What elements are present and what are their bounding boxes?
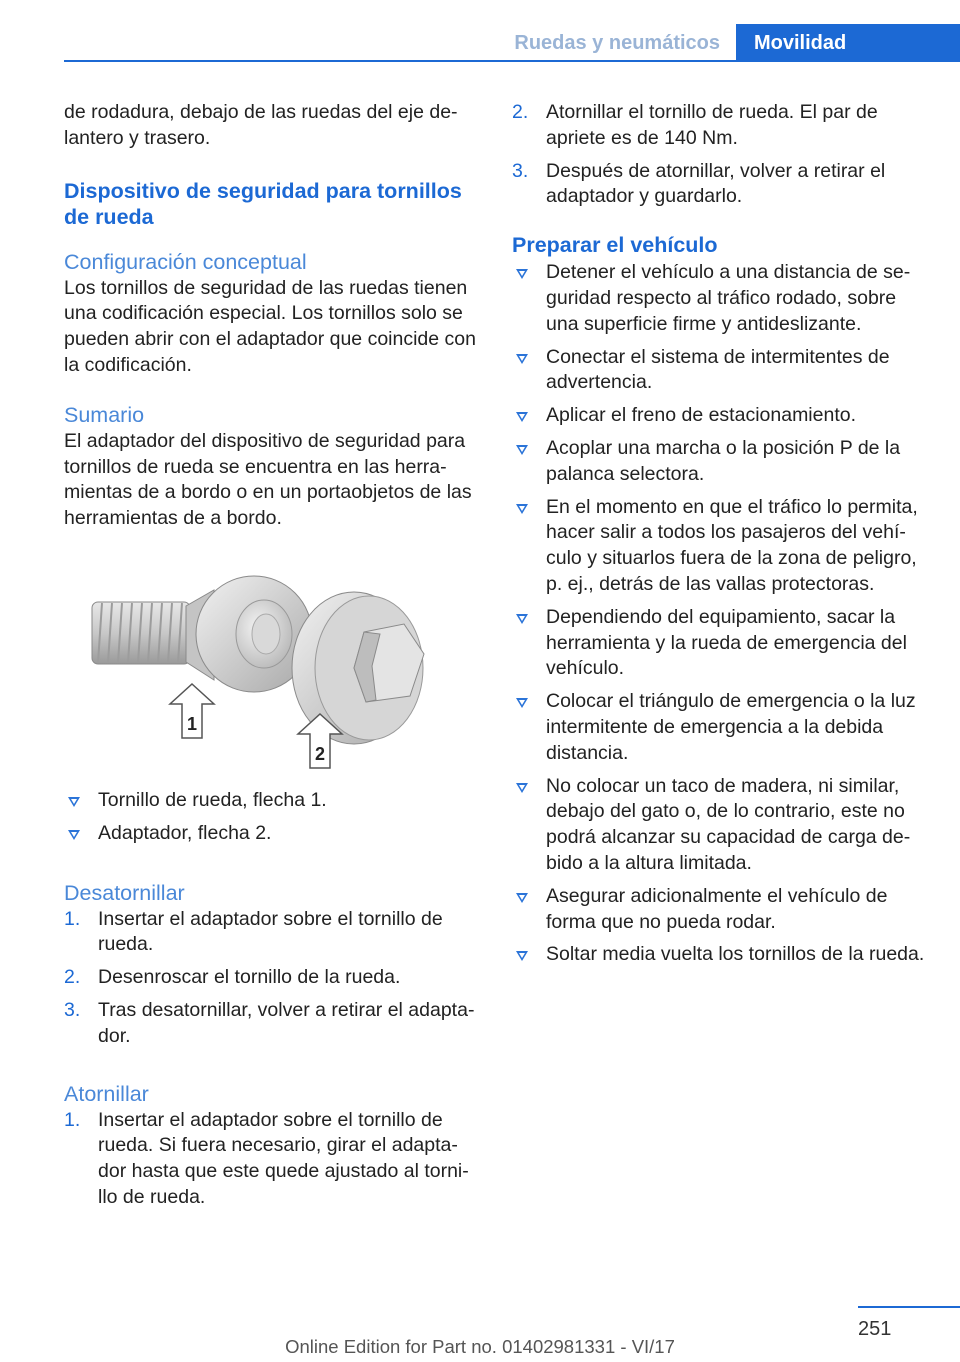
list-item: Detener el vehículo a una distancia de se‐guridad respecto al tráfico rodado, sobre una superficie firme y antideslizante.: [512, 260, 928, 337]
bullet-triangle-icon: [68, 830, 80, 840]
list-item: Tornillo de rueda, flecha 1.: [64, 788, 480, 814]
list-item: 1. Insertar el adaptador sobre el tornillo de rueda. Si fuera necesario, girar el adapta‐dor hasta que este quede ajustado al torni‐llo de rueda.: [64, 1108, 469, 1208]
heading-summary: Sumario: [64, 402, 145, 427]
figure-legend: [64, 788, 480, 847]
list-item: 2. Desenroscar el tornillo de la rueda.: [64, 966, 401, 989]
list-item: Dependiendo del equipamiento, sacar la herramienta y la rueda de emergencia del vehículo.: [512, 605, 928, 682]
arrow-label-1: 1: [186, 713, 198, 734]
edition-note: Online Edition for Part no. 01402981331 - VI/17: [285, 1336, 675, 1357]
bullet-triangle-icon: [516, 698, 528, 708]
list-item: Soltar media vuelta los tornillos de la rueda.: [512, 942, 928, 968]
bullet-triangle-icon: [516, 445, 528, 455]
summary-text: El adaptador del dispositivo de seguridad para tornillos de rueda se encuentra en las herra‐mientas de a bordo o en un portaobjetos de las herramientas de a bordo.: [64, 429, 472, 530]
section-title: Ruedas y neumáticos: [514, 32, 720, 54]
list-item: 3. Tras desatornillar, volver a retirar el adapta‐dor.: [64, 998, 475, 1047]
heading-concept: Configuración conceptual: [64, 249, 307, 274]
bullet-triangle-icon: [68, 797, 80, 807]
chapter-tab: Movilidad: [736, 24, 960, 62]
list-item: Adaptador, flecha 2.: [64, 821, 480, 847]
screw-steps: [64, 1108, 480, 1211]
bullet-triangle-icon: [516, 951, 528, 961]
arrow-label-2: 2: [314, 743, 326, 764]
concept-text: Los tornillos de seguridad de las ruedas tienen una codificación especial. Los tornillos solo se pueden abrir con el adaptador que coincide con la codificación.: [64, 276, 476, 376]
right-column: [512, 100, 928, 968]
list-item: 3. Después de atornillar, volver a retirar el adaptador y guardarlo.: [512, 159, 886, 208]
list-item: 1. Insertar el adaptador sobre el tornillo de rueda.: [64, 907, 443, 956]
prepare-steps: [512, 260, 928, 968]
bullet-triangle-icon: [516, 354, 528, 364]
bolt-adapter-illustration: [64, 572, 480, 772]
list-item: Aplicar el freno de estacionamiento.: [512, 403, 928, 429]
heading-screw: Atornillar: [64, 1081, 149, 1106]
list-item: No colocar un taco de madera, ni similar, debajo del gato o, de lo contrario, este no podrá alcanzar su capacidad de carga de‐bido a la altura limitada.: [512, 774, 928, 877]
heading-unscrew: Desatornillar: [64, 880, 185, 905]
header-rule: [64, 60, 960, 62]
bullet-triangle-icon: [516, 783, 528, 793]
screw-steps-continued: [512, 100, 928, 210]
page-number: 251: [858, 1318, 892, 1340]
bolt-adapter-figure: [64, 572, 480, 772]
bullet-triangle-icon: [516, 893, 528, 903]
bullet-triangle-icon: [516, 614, 528, 624]
footer-rule: [858, 1306, 960, 1308]
unscrew-steps: [64, 907, 480, 1050]
list-item: Colocar el triángulo de emergencia o la luz intermitente de emergencia a la debida distancia.: [512, 689, 928, 766]
list-item: Asegurar adicionalmente el vehículo de forma que no pueda rodar.: [512, 884, 928, 936]
bullet-triangle-icon: [516, 269, 528, 279]
list-item: 2. Atornillar el tornillo de rueda. El par de apriete es de 140 Nm.: [512, 101, 878, 149]
bullet-triangle-icon: [516, 504, 528, 514]
heading-prepare-vehicle: Preparar el vehículo: [512, 233, 718, 258]
left-column: [64, 100, 480, 1211]
intro-text: de rodadura, debajo de las ruedas del eje de‐lantero y trasero.: [64, 101, 458, 149]
bullet-triangle-icon: [516, 412, 528, 422]
list-item: En el momento en que el tráfico lo permita, hacer salir a todos los pasajeros del vehí‐culo y situarlos fuera de la zona de peligro, p. ej., detrás de las vallas protectoras.: [512, 495, 928, 598]
heading-security-device: Dispositivo de seguridad para tornillos de rueda: [64, 178, 462, 229]
list-item: Acoplar una marcha o la posición P de la palanca selectora.: [512, 436, 928, 488]
list-item: Conectar el sistema de intermitentes de advertencia.: [512, 345, 928, 397]
